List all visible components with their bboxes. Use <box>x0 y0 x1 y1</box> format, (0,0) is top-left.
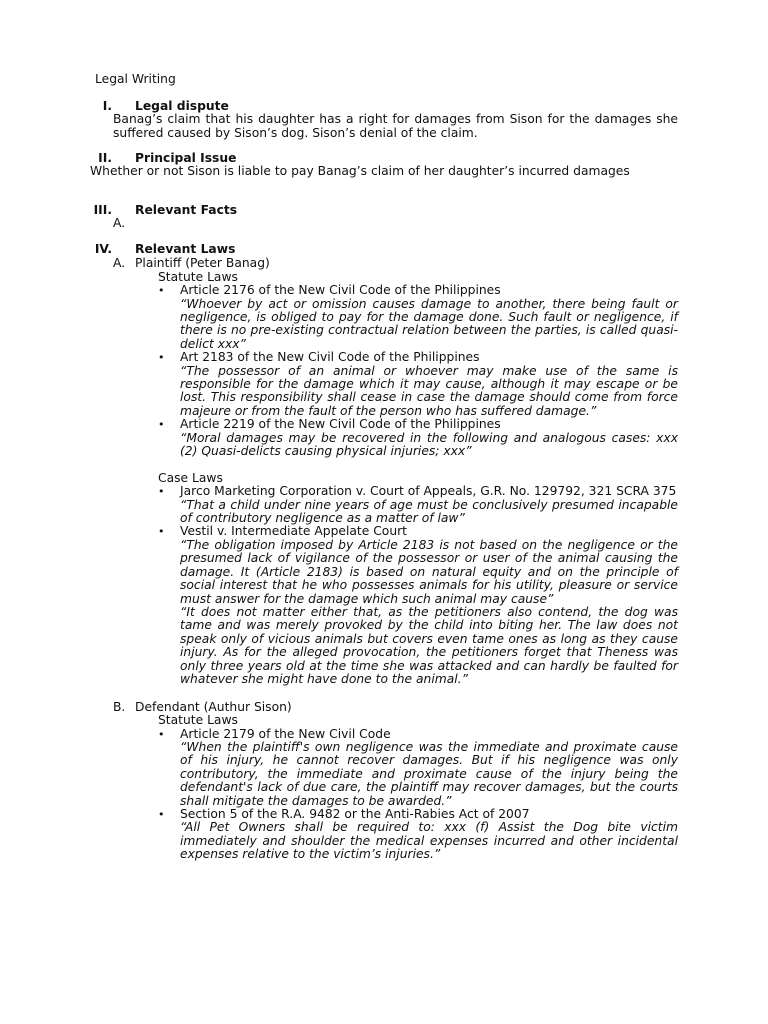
bullet-icon: • <box>158 525 165 539</box>
law-title: Article 2219 of the New Civil Code of the Philippines <box>180 417 501 432</box>
section-body: Whether or not Sison is liable to pay Banag’s claim of her daughter’s incurred damages <box>90 164 630 179</box>
section-title: Legal dispute <box>135 99 229 113</box>
section-number: IV. <box>94 242 112 256</box>
party-name: Plaintiff (Peter Banag) <box>135 256 270 271</box>
case-item <box>158 524 678 686</box>
law-quote: “When the plaintiff's own negligence was the immediate and proximate cause of his injury, he cannot recover damages. But if his negligence was only contributory, the immediate and proximate cause of the injury being the defendant's lack of due care, the plaintiff may recover damages, but the courts shall mitigate the damages to be awarded.” <box>180 739 678 808</box>
bullet-icon: • <box>158 351 165 365</box>
party-defendant-heading <box>90 701 678 714</box>
spacer <box>90 686 678 699</box>
section-principal-issue <box>90 152 678 179</box>
case-quote: “The obligation imposed by Article 2183 is not based on the negligence or the presumed lack of vigilance of the possessor or user of the animal causing the damage. It (Article 2183) is based on natural equity and on the principle of social interest that he who possesses animals for his utility, pleasure or service must answer for the damage which such animal may cause” <box>180 537 678 606</box>
case-quote-continued: “It does not matter either that, as the petitioners also contend, the dog was tame and was merely provoked by the child into biting her. The law does not speak only of vicious animals but covers even tame ones as long as they cause injury. As for the alleged provocation, the petitioners forget that Theness was only three years old at the time she was attacked and can hardly be faulted for whatever she might have done to the animal.” <box>180 604 678 686</box>
law-item <box>158 726 678 808</box>
party-letter: B. <box>113 699 126 714</box>
statute-laws-label: Statute Laws <box>158 713 238 728</box>
law-title: Article 2176 of the New Civil Code of the Philippines <box>180 283 501 298</box>
section-title: Relevant Laws <box>135 242 236 256</box>
law-title: Art 2183 of the New Civil Code of the Philippines <box>180 350 480 365</box>
party-plaintiff-heading <box>90 257 678 270</box>
law-title: Section 5 of the R.A. 9482 or the Anti-Rabies Act of 2007 <box>180 806 530 821</box>
spacer <box>90 458 678 471</box>
law-quote: “Whoever by act or omission causes damage to another, there being fault or negligence, is obliged to pay for the damage done. Such fault or negligence, if there is no pre-existing contractual relation between the parties, is called quasi-delict xxx” <box>180 296 678 351</box>
section-heading <box>90 204 678 217</box>
section-relevant-facts <box>90 204 678 231</box>
bullet-icon: • <box>158 284 165 298</box>
section-title: Relevant Facts <box>135 203 238 217</box>
section-heading <box>90 152 678 165</box>
section-number: III. <box>93 203 112 217</box>
law-quote: “All Pet Owners shall be required to: xxx (f) Assist the Dog bite victim immediately and shoulder the medical expenses incurred and other incidental expenses relative to the victim’s injuries.” <box>180 820 678 862</box>
bullet-icon: • <box>158 727 165 741</box>
section-heading <box>90 243 678 256</box>
document-title: Legal Writing <box>95 72 176 86</box>
law-item <box>158 350 678 418</box>
section-heading <box>90 100 678 113</box>
section-relevant-laws <box>90 243 678 862</box>
bullet-icon: • <box>158 807 165 821</box>
case-title: Jarco Marketing Corporation v. Court of Appeals, G.R. No. 129792, 321 SCRA 375 <box>180 484 677 499</box>
bullet-icon: • <box>158 418 165 432</box>
statute-laws-label: Statute Laws <box>158 269 238 284</box>
section-number: I. <box>102 99 112 113</box>
law-item <box>158 417 678 459</box>
party-name: Defendant (Authur Sison) <box>135 699 292 714</box>
bullet-icon: • <box>158 485 165 499</box>
case-item <box>158 484 678 526</box>
section-body: Banag’s claim that his daughter has a right for damages from Sison for the damages she suffered caused by Sison’s dog. Sison’s denial of the claim. <box>113 112 678 140</box>
section-legal-dispute <box>90 100 678 140</box>
law-quote: “The possessor of an animal or whoever may make use of the same is responsible for the damage which it may cause, although it may escape or be lost. This responsibility shall cease in case the damage should come from force majeure or from the fault of the person who has suffered damage.” <box>180 363 678 418</box>
law-quote: “Moral damages may be recovered in the following and analogous cases: xxx (2) Quasi-delicts causing physical injuries; xxx” <box>180 430 678 459</box>
party-letter: A. <box>113 256 126 271</box>
section-number: II. <box>98 151 112 165</box>
facts-item: A. <box>113 216 126 231</box>
law-item <box>158 283 678 351</box>
case-quote: “That a child under nine years of age must be conclusively presumed incapable of contributory negligence as a matter of law” <box>180 497 678 526</box>
case-laws-label: Case Laws <box>158 470 223 485</box>
law-item <box>158 806 678 862</box>
section-title: Principal Issue <box>135 151 237 165</box>
law-title: Article 2179 of the New Civil Code <box>180 726 391 741</box>
case-title: Vestil v. Intermediate Appelate Court <box>180 524 407 539</box>
